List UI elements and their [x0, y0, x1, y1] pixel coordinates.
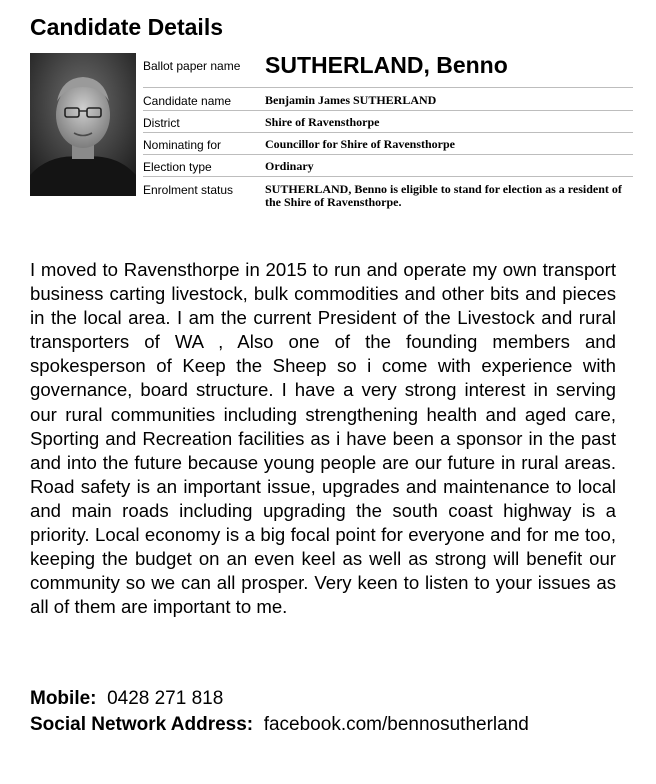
page-title: Candidate Details [30, 14, 223, 40]
social-network-line [30, 713, 529, 737]
ballot-paper-name-label: Ballot paper name [143, 59, 241, 73]
divider [143, 132, 633, 133]
social-network-label: Social Network Address: [30, 714, 254, 735]
candidate-photo [30, 53, 136, 196]
divider [143, 176, 633, 177]
social-network-link[interactable]: facebook.com/bennosutherland [263, 714, 529, 735]
district-value: Shire of Ravensthorpe [265, 115, 380, 129]
divider [143, 110, 633, 111]
divider [143, 87, 633, 88]
candidate-statement: I moved to Ravensthorpe in 2015 to run and operate my own transport business carting livestock, bulk commodities and other bits and pieces in the local area. I am the current President of the Livestock and rural transporters of WA , Also one of the founding members and spokesperson of Keep the Sheep so i come with experience with governance, board structure. I have a very strong interest in serving our rural communities including strengthening health and aged care, Sporting and Recreation facilities as i have been a sponsor in the past and into the future because young people are our future in rural areas. Road safety is an important issue, upgrades and maintenance to local and main roads including upgrading the south coast highway is a priority. Local economy is a big focal point for everyone and for me too, keeping the budget on an even keel as well as strong will benefit our community so we can all prosper. Very keen to listen to your issues as all of them are important to me. [30, 259, 616, 618]
election-type-value: Ordinary [265, 159, 314, 173]
election-type-label: Election type [143, 160, 212, 174]
enrolment-status-label: Enrolment status [143, 183, 234, 197]
enrolment-status-value: SUTHERLAND, Benno is eligible to stand for election as a resident of the Shire of Ravensthorpe. [265, 182, 622, 209]
nominating-for-value: Councillor for Shire of Ravensthorpe [265, 137, 456, 151]
divider [143, 154, 633, 155]
candidate-name-value: Benjamin James SUTHERLAND [265, 93, 437, 107]
mobile-line [30, 687, 223, 711]
nominating-for-label: Nominating for [143, 138, 222, 152]
ballot-paper-name: SUTHERLAND, Benno [265, 52, 508, 78]
mobile-number: 0428 271 818 [107, 688, 224, 709]
mobile-label: Mobile: [30, 688, 97, 709]
candidate-name-label: Candidate name [143, 94, 232, 108]
district-label: District [143, 116, 180, 130]
